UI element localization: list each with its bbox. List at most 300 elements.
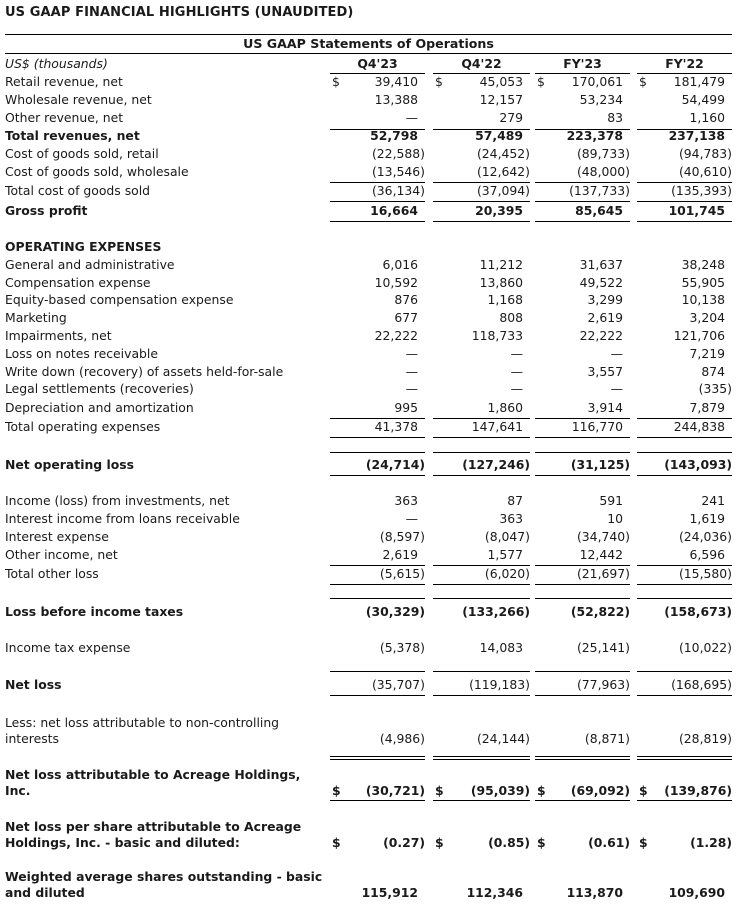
underline xyxy=(433,475,530,476)
table-row xyxy=(0,239,753,257)
row-value xyxy=(637,128,732,144)
cell-value: 1,619 xyxy=(689,511,725,526)
row-value xyxy=(637,164,732,180)
cell-value: — xyxy=(405,364,418,379)
table-row xyxy=(0,128,753,146)
row-value xyxy=(637,275,732,291)
row-value xyxy=(330,128,425,144)
row-value xyxy=(330,364,425,380)
cell-value: (8,597) xyxy=(379,529,425,544)
cell-value: 113,870 xyxy=(566,885,623,900)
cell-value: 3,914 xyxy=(587,400,623,415)
row-value xyxy=(535,381,630,397)
table-row xyxy=(0,203,753,221)
currency-symbol: $ xyxy=(537,74,545,89)
cell-value: (133,266) xyxy=(462,604,530,619)
cell-value: (168,695) xyxy=(671,677,732,692)
table-row xyxy=(0,310,753,328)
cell-value: (25,141) xyxy=(576,640,630,655)
row-value xyxy=(535,783,630,799)
underline xyxy=(637,584,732,585)
cell-value: (30,721) xyxy=(365,783,425,798)
table-row xyxy=(0,457,753,475)
currency-symbol: $ xyxy=(639,74,647,89)
table-row xyxy=(0,164,753,182)
cell-value: (5,378) xyxy=(379,640,425,655)
row-value xyxy=(535,835,630,851)
row-value xyxy=(433,547,530,563)
row-label: Equity-based compensation expense xyxy=(5,292,234,307)
underline xyxy=(637,800,732,801)
cell-value: 16,664 xyxy=(370,203,418,218)
row-value xyxy=(535,529,630,545)
cell-value: (8,047) xyxy=(484,529,530,544)
row-value xyxy=(433,783,530,799)
cell-value: — xyxy=(510,364,523,379)
cell-value: (15,580) xyxy=(678,566,732,581)
cell-value: 1,860 xyxy=(487,400,523,415)
row-value xyxy=(535,328,630,344)
underline xyxy=(535,800,630,801)
cell-value: 7,879 xyxy=(689,400,725,415)
cell-value: 12,442 xyxy=(579,547,623,562)
cell-value: 49,522 xyxy=(579,275,623,290)
underline xyxy=(330,584,425,585)
row-value xyxy=(330,493,425,509)
cell-value: 591 xyxy=(599,493,623,508)
cell-value: (69,092) xyxy=(570,783,630,798)
table-row xyxy=(0,566,753,584)
cell-value: (4,986) xyxy=(379,731,425,746)
underline xyxy=(433,800,530,801)
row-value xyxy=(330,146,425,162)
row-label: Net loss attributable to Acreage Holdings, Inc. xyxy=(5,767,301,798)
underline xyxy=(330,201,425,202)
cell-value: — xyxy=(405,511,418,526)
cell-value: — xyxy=(405,110,418,125)
table-row xyxy=(0,547,753,565)
row-value xyxy=(535,292,630,308)
row-value xyxy=(637,310,732,326)
cell-value: 241 xyxy=(701,493,725,508)
row-value xyxy=(330,310,425,326)
cell-value: 12,157 xyxy=(479,92,523,107)
cell-value: (24,144) xyxy=(476,731,530,746)
row-label: Legal settlements (recoveries) xyxy=(5,381,194,396)
table-row xyxy=(0,275,753,293)
cell-value: (89,733) xyxy=(576,146,630,161)
table-row xyxy=(0,183,753,201)
row-value xyxy=(535,731,630,747)
divider xyxy=(5,34,732,35)
row-label: Other revenue, net xyxy=(5,110,124,125)
underline xyxy=(535,759,630,760)
row-value xyxy=(535,566,630,582)
cell-value: (135,393) xyxy=(671,183,732,198)
row-value xyxy=(433,328,530,344)
underline xyxy=(535,756,630,757)
row-value xyxy=(535,310,630,326)
cell-value: (95,039) xyxy=(470,783,530,798)
cell-value: 1,577 xyxy=(487,547,523,562)
table-row xyxy=(0,381,753,399)
underline xyxy=(637,695,732,696)
cell-value: (37,094) xyxy=(476,183,530,198)
row-value xyxy=(637,547,732,563)
row-value xyxy=(535,604,630,620)
cell-value: 115,912 xyxy=(361,885,418,900)
row-value xyxy=(330,457,425,473)
underline xyxy=(433,437,530,438)
row-value xyxy=(637,511,732,527)
row-value xyxy=(535,885,630,901)
row-value xyxy=(433,275,530,291)
cell-value: 876 xyxy=(394,292,418,307)
row-value xyxy=(637,292,732,308)
row-value xyxy=(637,364,732,380)
underline xyxy=(637,221,732,222)
table-row xyxy=(0,146,753,164)
cell-value: 1,160 xyxy=(689,110,725,125)
row-value xyxy=(433,566,530,582)
column-header: FY'23 xyxy=(563,56,602,71)
row-value xyxy=(433,128,530,144)
cell-value: 677 xyxy=(394,310,418,325)
statement-title: US GAAP Statements of Operations xyxy=(243,36,494,51)
cell-value: 39,410 xyxy=(374,74,418,89)
row-value xyxy=(330,566,425,582)
cell-value: 6,016 xyxy=(382,257,418,272)
cell-value: 85,645 xyxy=(575,203,623,218)
row-value xyxy=(330,346,425,362)
row-value xyxy=(637,885,732,901)
cell-value: 170,061 xyxy=(571,74,623,89)
row-value xyxy=(330,74,425,90)
cell-value: (143,093) xyxy=(664,457,732,472)
row-value xyxy=(433,493,530,509)
cell-value: (119,183) xyxy=(469,677,530,692)
row-value xyxy=(535,364,630,380)
row-label: Total operating expenses xyxy=(5,419,161,434)
row-value xyxy=(637,493,732,509)
cell-value: 112,346 xyxy=(466,885,523,900)
row-label: Gross profit xyxy=(5,203,88,218)
cell-value: (0.61) xyxy=(588,835,630,850)
underline xyxy=(637,452,732,453)
column-header: FY'22 xyxy=(665,56,704,71)
underline xyxy=(535,584,630,585)
table-row xyxy=(0,819,753,850)
table-row xyxy=(0,493,753,511)
cell-value: 83 xyxy=(607,110,623,125)
underline xyxy=(330,475,425,476)
cell-value: 55,905 xyxy=(681,275,725,290)
row-value xyxy=(433,203,530,219)
row-label: OPERATING EXPENSES xyxy=(5,239,162,254)
row-label: Less: net loss attributable to non-controlling interests xyxy=(5,715,280,746)
cell-value: 363 xyxy=(499,511,523,526)
cell-value: (48,000) xyxy=(576,164,630,179)
cell-value: (24,714) xyxy=(365,457,425,472)
cell-value: 14,083 xyxy=(479,640,523,655)
cell-value: (13,546) xyxy=(371,164,425,179)
currency-symbol: $ xyxy=(332,74,340,89)
cell-value: (0.85) xyxy=(488,835,530,850)
currency-symbol: $ xyxy=(332,783,341,798)
currency-symbol: $ xyxy=(332,835,341,850)
cell-value: 52,798 xyxy=(370,128,418,143)
underline xyxy=(535,221,630,222)
cell-value: 1,168 xyxy=(487,292,523,307)
underline xyxy=(330,437,425,438)
row-value xyxy=(330,547,425,563)
row-value xyxy=(535,457,630,473)
row-label: Interest expense xyxy=(5,529,109,544)
row-value xyxy=(433,400,530,416)
underline xyxy=(535,695,630,696)
table-row xyxy=(0,400,753,418)
underline xyxy=(433,695,530,696)
cell-value: 31,637 xyxy=(579,257,623,272)
cell-value: 3,299 xyxy=(587,292,623,307)
cell-value: — xyxy=(610,381,623,396)
row-label: Net operating loss xyxy=(5,457,134,472)
row-label: Income tax expense xyxy=(5,640,131,655)
row-value xyxy=(535,493,630,509)
cell-value: 109,690 xyxy=(668,885,725,900)
row-value xyxy=(535,346,630,362)
underline xyxy=(330,671,425,672)
row-value xyxy=(637,257,732,273)
table-row xyxy=(0,257,753,275)
row-value xyxy=(535,511,630,527)
row-label: Interest income from loans receivable xyxy=(5,511,240,526)
row-value xyxy=(330,292,425,308)
cell-value: (127,246) xyxy=(462,457,530,472)
underline xyxy=(637,437,732,438)
cell-value: — xyxy=(405,346,418,361)
row-value xyxy=(330,110,425,126)
underline xyxy=(330,695,425,696)
underline xyxy=(330,800,425,801)
row-value xyxy=(433,511,530,527)
cell-value: (24,036) xyxy=(678,529,732,544)
cell-value: (36,134) xyxy=(371,183,425,198)
row-value xyxy=(330,529,425,545)
row-value xyxy=(330,731,425,747)
cell-value: (335) xyxy=(698,381,732,396)
row-value xyxy=(330,183,425,199)
row-value xyxy=(637,183,732,199)
cell-value: 237,138 xyxy=(668,128,725,143)
currency-symbol: $ xyxy=(639,835,648,850)
underline xyxy=(535,475,630,476)
row-value xyxy=(637,328,732,344)
row-value xyxy=(535,203,630,219)
underline xyxy=(433,221,530,222)
underline xyxy=(637,201,732,202)
row-value xyxy=(433,292,530,308)
underline xyxy=(433,671,530,672)
cell-value: (31,125) xyxy=(570,457,630,472)
row-value xyxy=(637,110,732,126)
underline xyxy=(535,201,630,202)
underline xyxy=(535,598,630,599)
underline xyxy=(330,759,425,760)
table-row xyxy=(0,364,753,382)
row-value xyxy=(433,164,530,180)
underline xyxy=(535,671,630,672)
table-row xyxy=(0,74,753,92)
underline xyxy=(433,201,530,202)
table-row xyxy=(0,767,753,798)
cell-value: (10,022) xyxy=(678,640,732,655)
cell-value: (21,697) xyxy=(576,566,630,581)
cell-value: 995 xyxy=(394,400,418,415)
row-value xyxy=(535,677,630,693)
currency-symbol: $ xyxy=(435,74,443,89)
cell-value: (1.28) xyxy=(690,835,732,850)
table-row xyxy=(0,529,753,547)
row-label: Cost of goods sold, retail xyxy=(5,146,159,161)
cell-value: — xyxy=(405,381,418,396)
cell-value: 363 xyxy=(394,493,418,508)
underline xyxy=(330,452,425,453)
row-value xyxy=(637,92,732,108)
underline xyxy=(637,671,732,672)
row-label: Depreciation and amortization xyxy=(5,400,194,415)
row-label: Wholesale revenue, net xyxy=(5,92,152,107)
cell-value: (30,329) xyxy=(365,604,425,619)
cell-value: 3,204 xyxy=(689,310,725,325)
underline xyxy=(535,452,630,453)
cell-value: (8,871) xyxy=(584,731,630,746)
cell-value: 244,838 xyxy=(673,419,725,434)
row-value xyxy=(637,74,732,90)
row-value xyxy=(535,419,630,435)
underline xyxy=(433,756,530,757)
row-label: Marketing xyxy=(5,310,67,325)
row-value xyxy=(433,146,530,162)
row-label: Total cost of goods sold xyxy=(5,183,151,198)
cell-value: 116,770 xyxy=(571,419,623,434)
column-header: Q4'23 xyxy=(357,56,398,71)
row-label: Retail revenue, net xyxy=(5,74,123,89)
row-value xyxy=(637,835,732,851)
row-value xyxy=(330,400,425,416)
row-value xyxy=(433,74,530,90)
row-value xyxy=(535,275,630,291)
currency-symbol: $ xyxy=(537,783,546,798)
currency-symbol: $ xyxy=(435,835,444,850)
row-value xyxy=(535,74,630,90)
table-row xyxy=(0,715,753,746)
cell-value: (34,740) xyxy=(576,529,630,544)
table-row xyxy=(0,328,753,346)
row-value xyxy=(535,128,630,144)
row-label: Impairments, net xyxy=(5,328,112,343)
cell-value: 101,745 xyxy=(668,203,725,218)
row-value xyxy=(330,164,425,180)
cell-value: (40,610) xyxy=(678,164,732,179)
row-value xyxy=(637,203,732,219)
cell-value: 20,395 xyxy=(475,203,523,218)
underline xyxy=(433,452,530,453)
underline xyxy=(433,598,530,599)
divider xyxy=(5,53,732,54)
table-row xyxy=(0,604,753,622)
row-value xyxy=(330,275,425,291)
row-value xyxy=(637,731,732,747)
row-value xyxy=(330,381,425,397)
cell-value: (52,822) xyxy=(570,604,630,619)
cell-value: 10 xyxy=(607,511,623,526)
row-value xyxy=(433,604,530,620)
cell-value: 121,706 xyxy=(673,328,725,343)
row-value xyxy=(330,92,425,108)
row-label: General and administrative xyxy=(5,257,175,272)
cell-value: 22,222 xyxy=(374,328,418,343)
cell-value: 57,489 xyxy=(475,128,523,143)
row-value xyxy=(637,566,732,582)
row-value xyxy=(330,203,425,219)
row-value xyxy=(637,529,732,545)
row-value xyxy=(637,783,732,799)
row-value xyxy=(637,419,732,435)
row-value xyxy=(433,457,530,473)
table-row xyxy=(0,92,753,110)
row-label: Other income, net xyxy=(5,547,118,562)
underline xyxy=(433,759,530,760)
row-value xyxy=(637,346,732,362)
cell-value: 10,138 xyxy=(681,292,725,307)
row-value xyxy=(433,346,530,362)
row-label: Write down (recovery) of assets held-for-sale xyxy=(5,364,284,379)
table-row xyxy=(0,677,753,695)
cell-value: 279 xyxy=(499,110,523,125)
row-value xyxy=(330,328,425,344)
row-value xyxy=(637,640,732,656)
underline xyxy=(637,475,732,476)
row-label: Loss before income taxes xyxy=(5,604,184,619)
cell-value: 54,499 xyxy=(681,92,725,107)
row-label: Total other loss xyxy=(5,566,99,581)
row-value xyxy=(433,731,530,747)
cell-value: 10,592 xyxy=(374,275,418,290)
underline xyxy=(637,598,732,599)
cell-value: 87 xyxy=(507,493,523,508)
row-value xyxy=(330,677,425,693)
row-value xyxy=(433,640,530,656)
cell-value: (77,963) xyxy=(576,677,630,692)
cell-value: 118,733 xyxy=(471,328,523,343)
row-value xyxy=(330,604,425,620)
row-value xyxy=(433,885,530,901)
row-value xyxy=(433,419,530,435)
row-value xyxy=(330,257,425,273)
row-value xyxy=(535,146,630,162)
row-label: Compensation expense xyxy=(5,275,151,290)
row-value xyxy=(433,110,530,126)
cell-value: (158,673) xyxy=(664,604,732,619)
cell-value: (12,642) xyxy=(476,164,530,179)
table-row xyxy=(0,292,753,310)
cell-value: (35,707) xyxy=(371,677,425,692)
cell-value: 6,596 xyxy=(689,547,725,562)
cell-value: 181,479 xyxy=(673,74,725,89)
row-value xyxy=(330,885,425,901)
table-row xyxy=(0,346,753,364)
